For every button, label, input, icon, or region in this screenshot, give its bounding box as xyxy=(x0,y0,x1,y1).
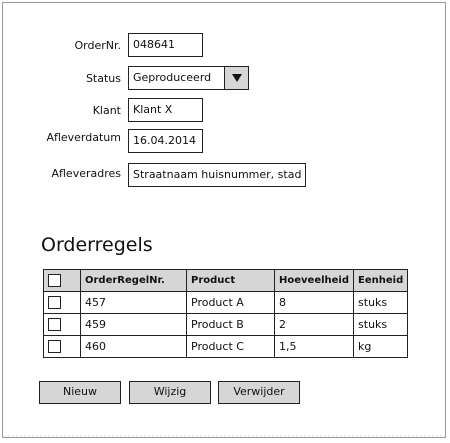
row-checkbox[interactable] xyxy=(48,340,61,353)
row-select-cell xyxy=(44,292,81,314)
row-select-cell xyxy=(44,336,81,358)
afleverdatum-label: Afleverdatum xyxy=(46,131,121,144)
column-header-eenheid[interactable]: Eenheid xyxy=(354,270,408,292)
order-window xyxy=(2,2,446,438)
cell-product: Product B xyxy=(187,314,275,336)
order-nr-label: OrderNr. xyxy=(74,39,121,52)
column-header-hoeveelheid[interactable]: Hoeveelheid xyxy=(275,270,354,292)
order-nr-field[interactable]: 048641 xyxy=(128,33,203,57)
klant-label: Klant xyxy=(92,104,121,117)
afleveradres-field[interactable]: Straatnaam huisnummer, stad xyxy=(128,163,306,187)
wijzig-button[interactable]: Wijzig xyxy=(129,381,211,404)
row-checkbox[interactable] xyxy=(48,296,61,309)
table-row[interactable] xyxy=(44,314,408,336)
orderregels-table xyxy=(43,269,408,358)
cell-product: Product C xyxy=(187,336,275,358)
verwijder-button[interactable]: Verwijder xyxy=(218,381,300,404)
table-header-row xyxy=(44,270,408,292)
row-select-cell xyxy=(44,314,81,336)
select-all-checkbox[interactable] xyxy=(48,274,61,287)
afleverdatum-field[interactable]: 16.04.2014 xyxy=(128,129,203,153)
cell-hoeveelheid: 1,5 xyxy=(275,336,354,358)
cell-orderregelnr: 459 xyxy=(81,314,187,336)
klant-field[interactable]: Klant X xyxy=(128,98,203,122)
cell-product: Product A xyxy=(187,292,275,314)
afleveradres-label: Afleveradres xyxy=(51,167,121,180)
column-header-orderregelnr[interactable]: OrderRegelNr. xyxy=(81,270,187,292)
cell-orderregelnr: 457 xyxy=(81,292,187,314)
cell-eenheid: stuks xyxy=(354,314,408,336)
table-row[interactable] xyxy=(44,336,408,358)
nieuw-button[interactable]: Nieuw xyxy=(39,381,121,404)
caret-down-icon[interactable] xyxy=(224,67,248,89)
row-checkbox[interactable] xyxy=(48,318,61,331)
status-selected-value: Geproduceerd xyxy=(133,71,212,84)
orderregels-title: Orderregels xyxy=(41,234,153,256)
table-row[interactable] xyxy=(44,292,408,314)
cell-orderregelnr: 460 xyxy=(81,336,187,358)
cell-hoeveelheid: 2 xyxy=(275,314,354,336)
status-dropdown[interactable] xyxy=(128,66,249,90)
cell-eenheid: stuks xyxy=(354,292,408,314)
cell-hoeveelheid: 8 xyxy=(275,292,354,314)
bottom-dotted-border xyxy=(3,435,445,437)
status-label: Status xyxy=(85,72,121,85)
cell-eenheid: kg xyxy=(354,336,408,358)
select-all-cell xyxy=(44,270,81,292)
column-header-product[interactable]: Product xyxy=(187,270,275,292)
